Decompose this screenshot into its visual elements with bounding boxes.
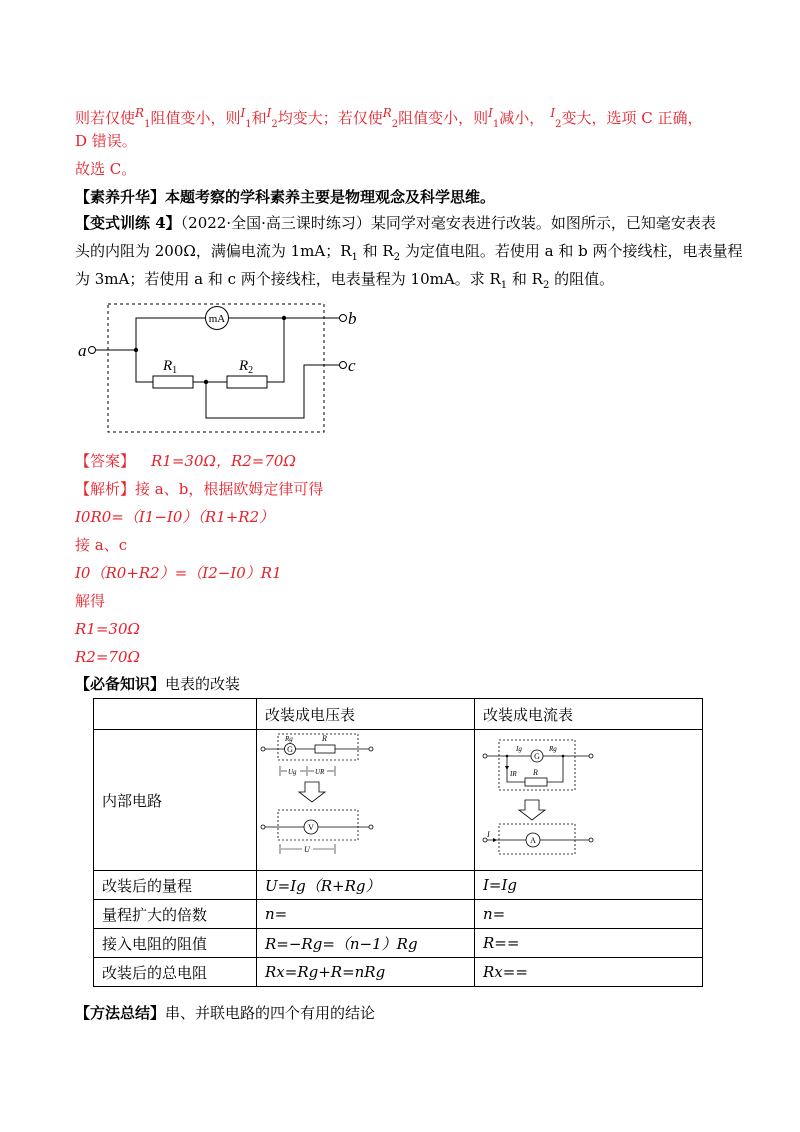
u-label: U [304,845,310,854]
down-arrow-icon [519,800,545,820]
solution-text: 阻值变小，则 [398,109,489,127]
table-header-cell: 改装成电压表 [257,699,475,730]
meter-conversion-table [93,698,703,987]
knowledge-heading [75,674,240,694]
exercise-text: 为 3mA；若使用 a 和 c 两个接线柱，电表量程为 10mA。求 R [75,270,501,288]
voltmeter-conversion-diagram [257,730,474,866]
terminal [589,754,593,758]
table-cell: n= [475,900,703,929]
exercise-text: 和 R [357,242,394,260]
label-a: a [78,341,87,360]
terminal [369,825,373,829]
terminal [261,747,265,751]
analysis-result-2: R2=70Ω [75,648,140,666]
table-cell: n= [257,900,475,929]
analysis-result-1: R1=30Ω [75,620,140,638]
analysis-equation-2: I0（R0+R2）=（I2−I0）R1 [75,564,282,582]
wire [136,350,153,382]
analysis-line-1 [75,479,323,499]
exercise-text: 的阻值。 [549,270,615,288]
table-cell: R== [475,929,703,958]
solution-text: 阻值变小，则 [150,109,241,127]
i1-symbol: I [240,106,246,120]
wire [136,318,206,350]
table-cell: 量程扩大的倍数 [94,900,257,929]
wire [267,318,284,382]
ammeter-circuit-cell [475,730,703,871]
current-arrow-icon [493,838,497,842]
terminal [483,754,487,758]
ir-label: IR [510,770,517,778]
table-header-cell: 改装成电流表 [475,699,703,730]
table-header-row [94,699,703,730]
exercise-text: 头的内阻为 200Ω，满偏电流为 1mA；R [75,242,352,260]
solution-text: 和 [251,109,267,127]
exercise-line-1 [75,213,716,233]
circuit-diagram [75,296,375,441]
table-cell: Rx=Rg+R=nRg [257,958,475,987]
a-label: A [530,836,536,845]
analysis-equation-1: I0R0=（I1−I0）（R1+R2） [75,508,275,526]
exercise-text: 为定值电阻。若使用 a 和 b 两个接线柱，电表量程 [400,242,743,260]
solution-text: 均变大；若仅使 [277,109,383,127]
table-cell: 改装后的总电阻 [94,958,257,987]
solution-text: 变大，选项 C 正确， [561,109,703,127]
r2-sub: 2 [391,119,399,130]
ug-label: Ug [288,768,297,776]
solution-text: 则若仅使 [75,109,136,127]
terminal-c [340,362,347,369]
i1-symbol: I [488,106,493,120]
r1-symbol: R [135,106,145,120]
wire [206,365,340,418]
analysis-text: 接 a、b，根据欧姆定律可得 [135,480,324,498]
table-row [94,730,703,871]
table-header-cell [94,699,257,730]
g-label: G [287,745,293,754]
i2-symbol: I [550,106,556,120]
resistor-r [315,745,335,753]
table-cell: 内部电路 [94,730,257,871]
exercise-label: 【变式训练 4】 [75,214,181,232]
table-cell: Rx== [475,958,703,987]
ig-label: Ig [516,745,522,753]
summary-label: 【方法总结】 [75,1004,166,1022]
label-c: c [348,356,356,375]
sub: 1 [351,252,358,263]
rg-label: Rg [549,745,557,753]
g-label: G [534,752,540,761]
table-cell: R=−Rg=（n−1）Rg [257,929,475,958]
i1-sub: 1 [245,119,252,130]
ur-label: UR [315,768,325,776]
table-cell: U=Ig（R+Rg） [257,871,475,900]
answer-label: 【答案】 [75,452,136,470]
knowledge-label: 【必备知识】 [75,675,166,693]
v-label: V [308,823,314,832]
exercise-text: 和 R [507,270,543,288]
table-row [94,871,703,900]
i2-symbol: I [266,106,272,120]
solution-line-2: D 错误。 [75,132,137,150]
table-row [94,958,703,987]
knowledge-title: 电表的改装 [165,675,241,693]
rg-label: Rg [285,735,293,743]
r1-sub: 1 [144,119,151,130]
sub: 2 [393,252,401,263]
analysis-line-5: 解得 [75,592,106,610]
exercise-text: （2022·全国·高三课时练习）某同学对毫安表进行改装。如图所示，已知毫安表表 [180,214,716,232]
sub: 2 [542,280,550,291]
r1-label: $R_1$ [163,358,178,376]
table-cell: 接入电阻的阻值 [94,929,257,958]
solution-line-3: 故选 C。 [75,160,137,178]
voltmeter-circuit-cell [257,730,475,871]
summary-line [75,1003,375,1023]
i1-sub: 1 [492,119,500,130]
sub: 1 [500,280,508,291]
i2-sub: 2 [555,119,562,130]
solution-line-1 [75,103,702,135]
current-arrow-icon [505,766,509,770]
r-label: R [322,734,327,743]
exercise-line-3 [75,269,614,296]
terminal [261,825,265,829]
analysis-label: 【解析】 [75,480,136,498]
resistor-r [525,778,547,786]
literacy-line [75,187,495,207]
exercise-line-2 [75,241,742,268]
resistor-r2 [227,376,267,388]
table-cell: I=Ig [475,871,703,900]
summary-text: 串、并联电路的四个有用的结论 [165,1004,376,1022]
terminal-a [89,347,96,354]
answer-text: R1=30Ω，R2=70Ω [151,452,296,470]
table-row [94,900,703,929]
label-b: b [348,309,357,328]
i-label: I [487,830,490,839]
solution-text: 减小， [499,109,545,127]
literacy-text: 本题考察的学科素养主要是物理观念及科学思维。 [165,188,496,206]
table-row [94,929,703,958]
terminal-b [340,315,347,322]
ammeter-conversion-diagram [475,730,702,866]
i2-sub: 2 [271,119,278,130]
table-cell: 改装后的量程 [94,871,257,900]
answer-line [75,451,296,471]
terminal [369,747,373,751]
literacy-label: 【素养升华】 [75,188,166,206]
resistor-r1 [153,376,193,388]
r2-symbol: R [382,106,392,120]
r2-label: $R_2$ [239,358,254,376]
analysis-line-3: 接 a、c [75,536,128,554]
down-arrow-icon [299,782,325,802]
meter-label: mA [208,313,226,325]
terminal [589,838,593,842]
r-label: R [533,768,538,777]
